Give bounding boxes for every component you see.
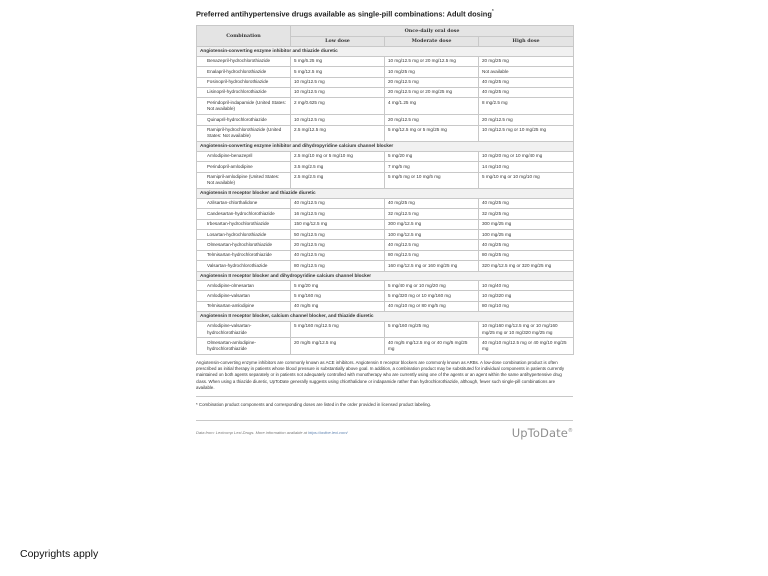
table-row: [197, 172, 574, 189]
high-dose-cell: 40 mg/25 mg: [479, 87, 574, 97]
drug-name-cell: Fosinopril-hydrochlorothiazide: [197, 77, 291, 87]
drug-name-cell: Olmesartan-hydrochlorothiazide: [197, 240, 291, 250]
table-row: [197, 250, 574, 260]
low-dose-cell: 80 mg/12.5 mg: [291, 261, 385, 271]
moderate-dose-cell: 300 mg/12.5 mg: [385, 219, 479, 229]
drug-name-cell: Enalapril-hydrochlorothiazide: [197, 67, 291, 77]
table-row: [197, 56, 574, 66]
low-dose-cell: 50 mg/12.5 mg: [291, 230, 385, 240]
drug-name-cell: Amlodipine-benazepril: [197, 151, 291, 161]
moderate-dose-cell: 20 mg/12.5 mg: [385, 115, 479, 125]
moderate-dose-cell: 5 mg/320 mg or 10 mg/160 mg: [385, 291, 479, 301]
high-dose-cell: 32 mg/25 mg: [479, 209, 574, 219]
drug-name-cell: Azilsartan-chlorthalidone: [197, 198, 291, 208]
page-title: [196, 7, 573, 19]
drug-name-cell: Olmesartan-amlodipine-hydrochlorothiazide: [197, 338, 291, 355]
high-dose-cell: 20 mg/12.5 mg: [479, 115, 574, 125]
low-dose-cell: 150 mg/12.5 mg: [291, 219, 385, 229]
table-row: [197, 301, 574, 311]
table-row: [197, 261, 574, 271]
section-header-row: [197, 271, 574, 280]
section-heading: Angiotensin II receptor blocker and thiazide diuretic: [197, 189, 574, 198]
drug-name-cell: Quinapril-hydrochlorothiazide: [197, 115, 291, 125]
low-dose-cell: 5 mg/160 mg/12.5 mg: [291, 321, 385, 338]
drug-name-cell: Telmisartan-amlodipine: [197, 301, 291, 311]
high-dose-cell: 5 mg/10 mg or 10 mg/10 mg: [479, 172, 574, 189]
high-dose-cell: 20 mg/25 mg: [479, 56, 574, 66]
table-row: [197, 209, 574, 219]
table-row: [197, 230, 574, 240]
drug-name-cell: Irbesartan-hydrochlorothiazide: [197, 219, 291, 229]
moderate-dose-cell: 20 mg/12.5 mg or 20 mg/25 mg: [385, 87, 479, 97]
logo-text: UpToDate: [511, 425, 568, 440]
section-heading: Angiotensin-converting enzyme inhibitor and thiazide diuretic: [197, 47, 574, 56]
moderate-dose-cell: 40 mg/25 mg: [385, 198, 479, 208]
low-dose-cell: 20 mg/5 mg/12.5 mg: [291, 338, 385, 355]
low-dose-cell: 2.5 mg/2.5 mg: [291, 172, 385, 189]
table-row: [197, 198, 574, 208]
moderate-dose-cell: 100 mg/12.5 mg: [385, 230, 479, 240]
table-body: [197, 47, 574, 355]
table-row: [197, 281, 574, 291]
moderate-dose-cell: 4 mg/1.25 mg: [385, 98, 479, 115]
logo-registered-mark: ®: [567, 427, 573, 434]
section-header-row: [197, 142, 574, 151]
uptodate-logo: [512, 426, 573, 440]
source-link[interactable]: https://online.lexi.com/: [308, 430, 348, 436]
section-heading: Angiotensin II receptor blocker, calcium channel blocker, and thiazide diuretic: [197, 312, 574, 321]
footnote: * Combination product components and corresponding doses are listed in the order provided in licensed product labeling.: [196, 401, 432, 407]
low-dose-cell: 5 mg/20 mg: [291, 281, 385, 291]
source-text: Data from: Lexicomp Lexi-Drugs. More information available at: [196, 430, 307, 436]
low-dose-cell: 2.5 mg/12.5 mg: [291, 125, 385, 142]
moderate-dose-cell: 160 mg/12.5 mg or 160 mg/25 mg: [385, 261, 479, 271]
drug-name-cell: Lisinopril-hydrochlorothiazide: [197, 87, 291, 97]
low-dose-cell: 10 mg/12.5 mg: [291, 115, 385, 125]
high-dose-cell: 10 mg/20 mg or 10 mg/40 mg: [479, 151, 574, 161]
header-low-dose: Low dose: [291, 36, 385, 46]
table-row: [197, 291, 574, 301]
title-footnote-mark: *: [491, 9, 494, 15]
low-dose-cell: 2.5 mg/10 mg or 5 mg/10 mg: [291, 151, 385, 161]
low-dose-cell: 3.5 mg/2.5 mg: [291, 162, 385, 172]
drug-name-cell: Amlodipine-valsartan-hydrochlorothiazide: [197, 321, 291, 338]
section-heading: Angiotensin-converting enzyme inhibitor and dihydropyridine calcium channel blocker: [197, 142, 574, 151]
title-text: Preferred antihypertensive drugs available as single-pill combinations: Adult dosing: [196, 9, 492, 19]
drug-name-cell: Amlodipine-olmesartan: [197, 281, 291, 291]
header-combination: Combination: [197, 26, 291, 47]
moderate-dose-cell: 32 mg/12.5 mg: [385, 209, 479, 219]
high-dose-cell: 320 mg/12.5 mg or 320 mg/25 mg: [479, 261, 574, 271]
moderate-dose-cell: 5 mg/40 mg or 10 mg/20 mg: [385, 281, 479, 291]
drug-name-cell: Ramipril-hydrochlorothiazide (United States: Not available): [197, 125, 291, 142]
high-dose-cell: 300 mg/25 mg: [479, 219, 574, 229]
section-heading: Angiotensin II receptor blocker and dihydropyridine calcium channel blocker: [197, 271, 574, 280]
header-once-daily-oral-dose: Once-daily oral dose: [291, 26, 574, 36]
moderate-dose-cell: 10 mg/12.5 mg or 20 mg/12.5 mg: [385, 56, 479, 66]
section-header-row: [197, 189, 574, 198]
high-dose-cell: 40 mg/10 mg/12.5 mg or 40 mg/10 mg/25 mg: [479, 338, 574, 355]
table-row: [197, 125, 574, 142]
drug-name-cell: Telmisartan-hydrochlorothiazide: [197, 250, 291, 260]
table-notes: Angiotensin-converting enzyme inhibitors are commonly known as ACE inhibitors. Angiotensin II receptor blockers are commonly known as ARBs. A low-dose combination product is often prescribed as initial therapy in patients whose blood pressure is substantially above goal. In addition, a combination product may be substituted for individual components in patients currently maintained on both agents separately or in patients not adequately controlled with monotherapy who are currently using one of the agents or an agent within the same antihypertensive drug class. When using a thiazide diuretic, UpToDate generally suggests using chlorthalidone or indapamide rather than hydrochlorothiazide, although, fewer such single-pill combinations are available.: [196, 360, 565, 390]
low-dose-cell: 20 mg/12.5 mg: [291, 240, 385, 250]
drug-name-cell: Losartan-hydrochlorothiazide: [197, 230, 291, 240]
document-page: [196, 7, 573, 440]
moderate-dose-cell: 5 mg/160 mg/25 mg: [385, 321, 479, 338]
high-dose-cell: 40 mg/25 mg: [479, 198, 574, 208]
table-row: [197, 77, 574, 87]
header-moderate-dose: Moderate dose: [385, 36, 479, 46]
source-citation: [196, 430, 348, 435]
table-row: [197, 219, 574, 229]
drug-name-cell: Ramipril-amlodipine (United States: Not available): [197, 172, 291, 189]
high-dose-cell: 10 mg/160 mg/12.5 mg or 10 mg/160 mg/25 mg or 10 mg/320 mg/25 mg: [479, 321, 574, 338]
high-dose-cell: 10 mg/12.5 mg or 10 mg/25 mg: [479, 125, 574, 142]
high-dose-cell: Not available: [479, 67, 574, 77]
divider: [196, 396, 573, 397]
table-row: [197, 162, 574, 172]
table-row: [197, 240, 574, 250]
moderate-dose-cell: 5 mg/5 mg or 10 mg/5 mg: [385, 172, 479, 189]
low-dose-cell: 40 mg/5 mg: [291, 301, 385, 311]
high-dose-cell: 80 mg/10 mg: [479, 301, 574, 311]
moderate-dose-cell: 40 mg/12.5 mg: [385, 240, 479, 250]
moderate-dose-cell: 5 mg/20 mg: [385, 151, 479, 161]
high-dose-cell: 100 mg/25 mg: [479, 230, 574, 240]
high-dose-cell: 8 mg/2.5 mg: [479, 98, 574, 115]
high-dose-cell: 80 mg/25 mg: [479, 250, 574, 260]
drug-name-cell: Perindopril-amlodipine: [197, 162, 291, 172]
table-row: [197, 87, 574, 97]
table-row: [197, 151, 574, 161]
low-dose-cell: 10 mg/12.5 mg: [291, 87, 385, 97]
low-dose-cell: 5 mg/160 mg: [291, 291, 385, 301]
moderate-dose-cell: 7 mg/5 mg: [385, 162, 479, 172]
high-dose-cell: 40 mg/25 mg: [479, 77, 574, 87]
moderate-dose-cell: 40 mg/10 mg or 80 mg/5 mg: [385, 301, 479, 311]
low-dose-cell: 40 mg/12.5 mg: [291, 250, 385, 260]
moderate-dose-cell: 20 mg/12.5 mg: [385, 77, 479, 87]
low-dose-cell: 10 mg/12.5 mg: [291, 77, 385, 87]
moderate-dose-cell: 10 mg/25 mg: [385, 67, 479, 77]
drug-name-cell: Valsartan-hydrochlorothiazide: [197, 261, 291, 271]
section-header-row: [197, 312, 574, 321]
high-dose-cell: 10 mg/40 mg: [479, 281, 574, 291]
moderate-dose-cell: 80 mg/12.5 mg: [385, 250, 479, 260]
header-high-dose: High dose: [479, 36, 574, 46]
table-row: [197, 98, 574, 115]
low-dose-cell: 5 mg/6.25 mg: [291, 56, 385, 66]
low-dose-cell: 2 mg/0.625 mg: [291, 98, 385, 115]
moderate-dose-cell: 5 mg/12.5 mg or 5 mg/25 mg: [385, 125, 479, 142]
drug-name-cell: Candesartan-hydrochlorothiazide: [197, 209, 291, 219]
drug-name-cell: Perindopril-indapamide (United States: Not available): [197, 98, 291, 115]
moderate-dose-cell: 40 mg/5 mg/12.5 mg or 40 mg/5 mg/25 mg: [385, 338, 479, 355]
drug-name-cell: Benazepril-hydrochlorothiazide: [197, 56, 291, 66]
section-header-row: [197, 47, 574, 56]
table-row: [197, 67, 574, 77]
high-dose-cell: 14 mg/10 mg: [479, 162, 574, 172]
copyright-notice: Copyrights apply: [20, 548, 99, 560]
low-dose-cell: 5 mg/12.5 mg: [291, 67, 385, 77]
table-row: [197, 321, 574, 338]
dosing-table: [196, 25, 574, 355]
low-dose-cell: 16 mg/12.5 mg: [291, 209, 385, 219]
high-dose-cell: 10 mg/320 mg: [479, 291, 574, 301]
table-row: [197, 115, 574, 125]
high-dose-cell: 40 mg/25 mg: [479, 240, 574, 250]
document-footer: [196, 420, 573, 440]
table-row: [197, 338, 574, 355]
drug-name-cell: Amlodipine-valsartan: [197, 291, 291, 301]
low-dose-cell: 40 mg/12.5 mg: [291, 198, 385, 208]
